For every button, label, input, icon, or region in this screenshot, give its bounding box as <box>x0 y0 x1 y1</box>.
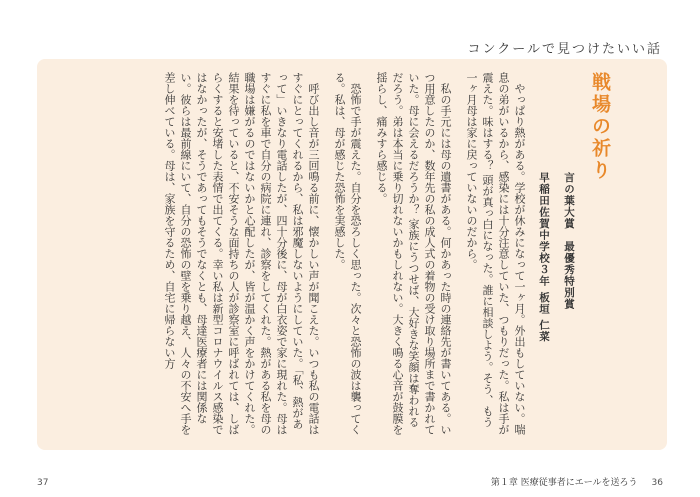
essay-paragraph: やっぱり熱がある。学校が休みになって一ヶ月。外出もしていない。喘息の弟がいるから、感染には十分注意していた、つもりだった。私は手が震えた。味はする？ 頭が真っ白になった。誰に相談しよう。そう、もう一ヶ月母は家に戻っていないのだから。 <box>465 72 526 435</box>
essay-columns <box>52 72 614 438</box>
footer-right <box>491 475 663 488</box>
chapter-label: 第１章 医療従事者にエールを送ろう <box>490 478 638 488</box>
essay-paragraph: 私の手元には母の遺書がある。何かあった時の連絡先が書いてある。いつ用意したのか、数年先の私の成人式の着物の受け取り場所まで書かれていた。母に会えるだろうか？ 家族にうつせば、大好きな笑顔は奪われるだろう。弟は本当に乗り切れないかもしれない。大きく鳴る心音が鼓膜を揺らし、痛みすら感じる。 <box>375 72 452 435</box>
section-title: コンクールで見つけたいい話 <box>467 42 662 57</box>
essay-title: 戦場の祈り <box>589 72 611 182</box>
right-page-number: 36 <box>651 478 663 488</box>
award-label: 言の葉大賞 最優秀特別賞 <box>563 172 575 310</box>
left-page-number: 37 <box>37 478 49 488</box>
author-label: 早稲田佐賀中学校３年 板垣 仁菜 <box>538 172 550 343</box>
essay-paragraph: 恐怖で手が震えた。自分を恐ろしく思った。次々と恐怖の波は襲ってくる。私は、母が感じた恐怖を実感した。 <box>333 72 362 435</box>
essay-paragraph: 呼び出し音が三回鳴る前に、懐かしい声が聞こえた。いつも私の電話はすぐにとってくれるから、私は邪魔しないようにしていた。「私、熱があって」いきなり電話したが、四十分後に、母が白衣姿で家に現れた。母はすぐに私を車で自分の病院に連れ、診察をしてくれた。熱がある私を母の職場は嫌がるのではないかと心配したが、皆が温かく声をかけてくれた。結果を待っていると、不安そうな面持ちの人が診察室に呼ばれては、しばらくすると安堵した表情で出てくる。幸い私は新型コロナウイルス感染ではなかったが、そうであってもそうでなくとも、母達医療者には関係ない。彼らは最前線にいて、自分の恐怖の壁を乗り越え、人々の不安へ手を差し伸べている。母は、家族を守るため、自宅に帰らない方 <box>163 72 320 435</box>
